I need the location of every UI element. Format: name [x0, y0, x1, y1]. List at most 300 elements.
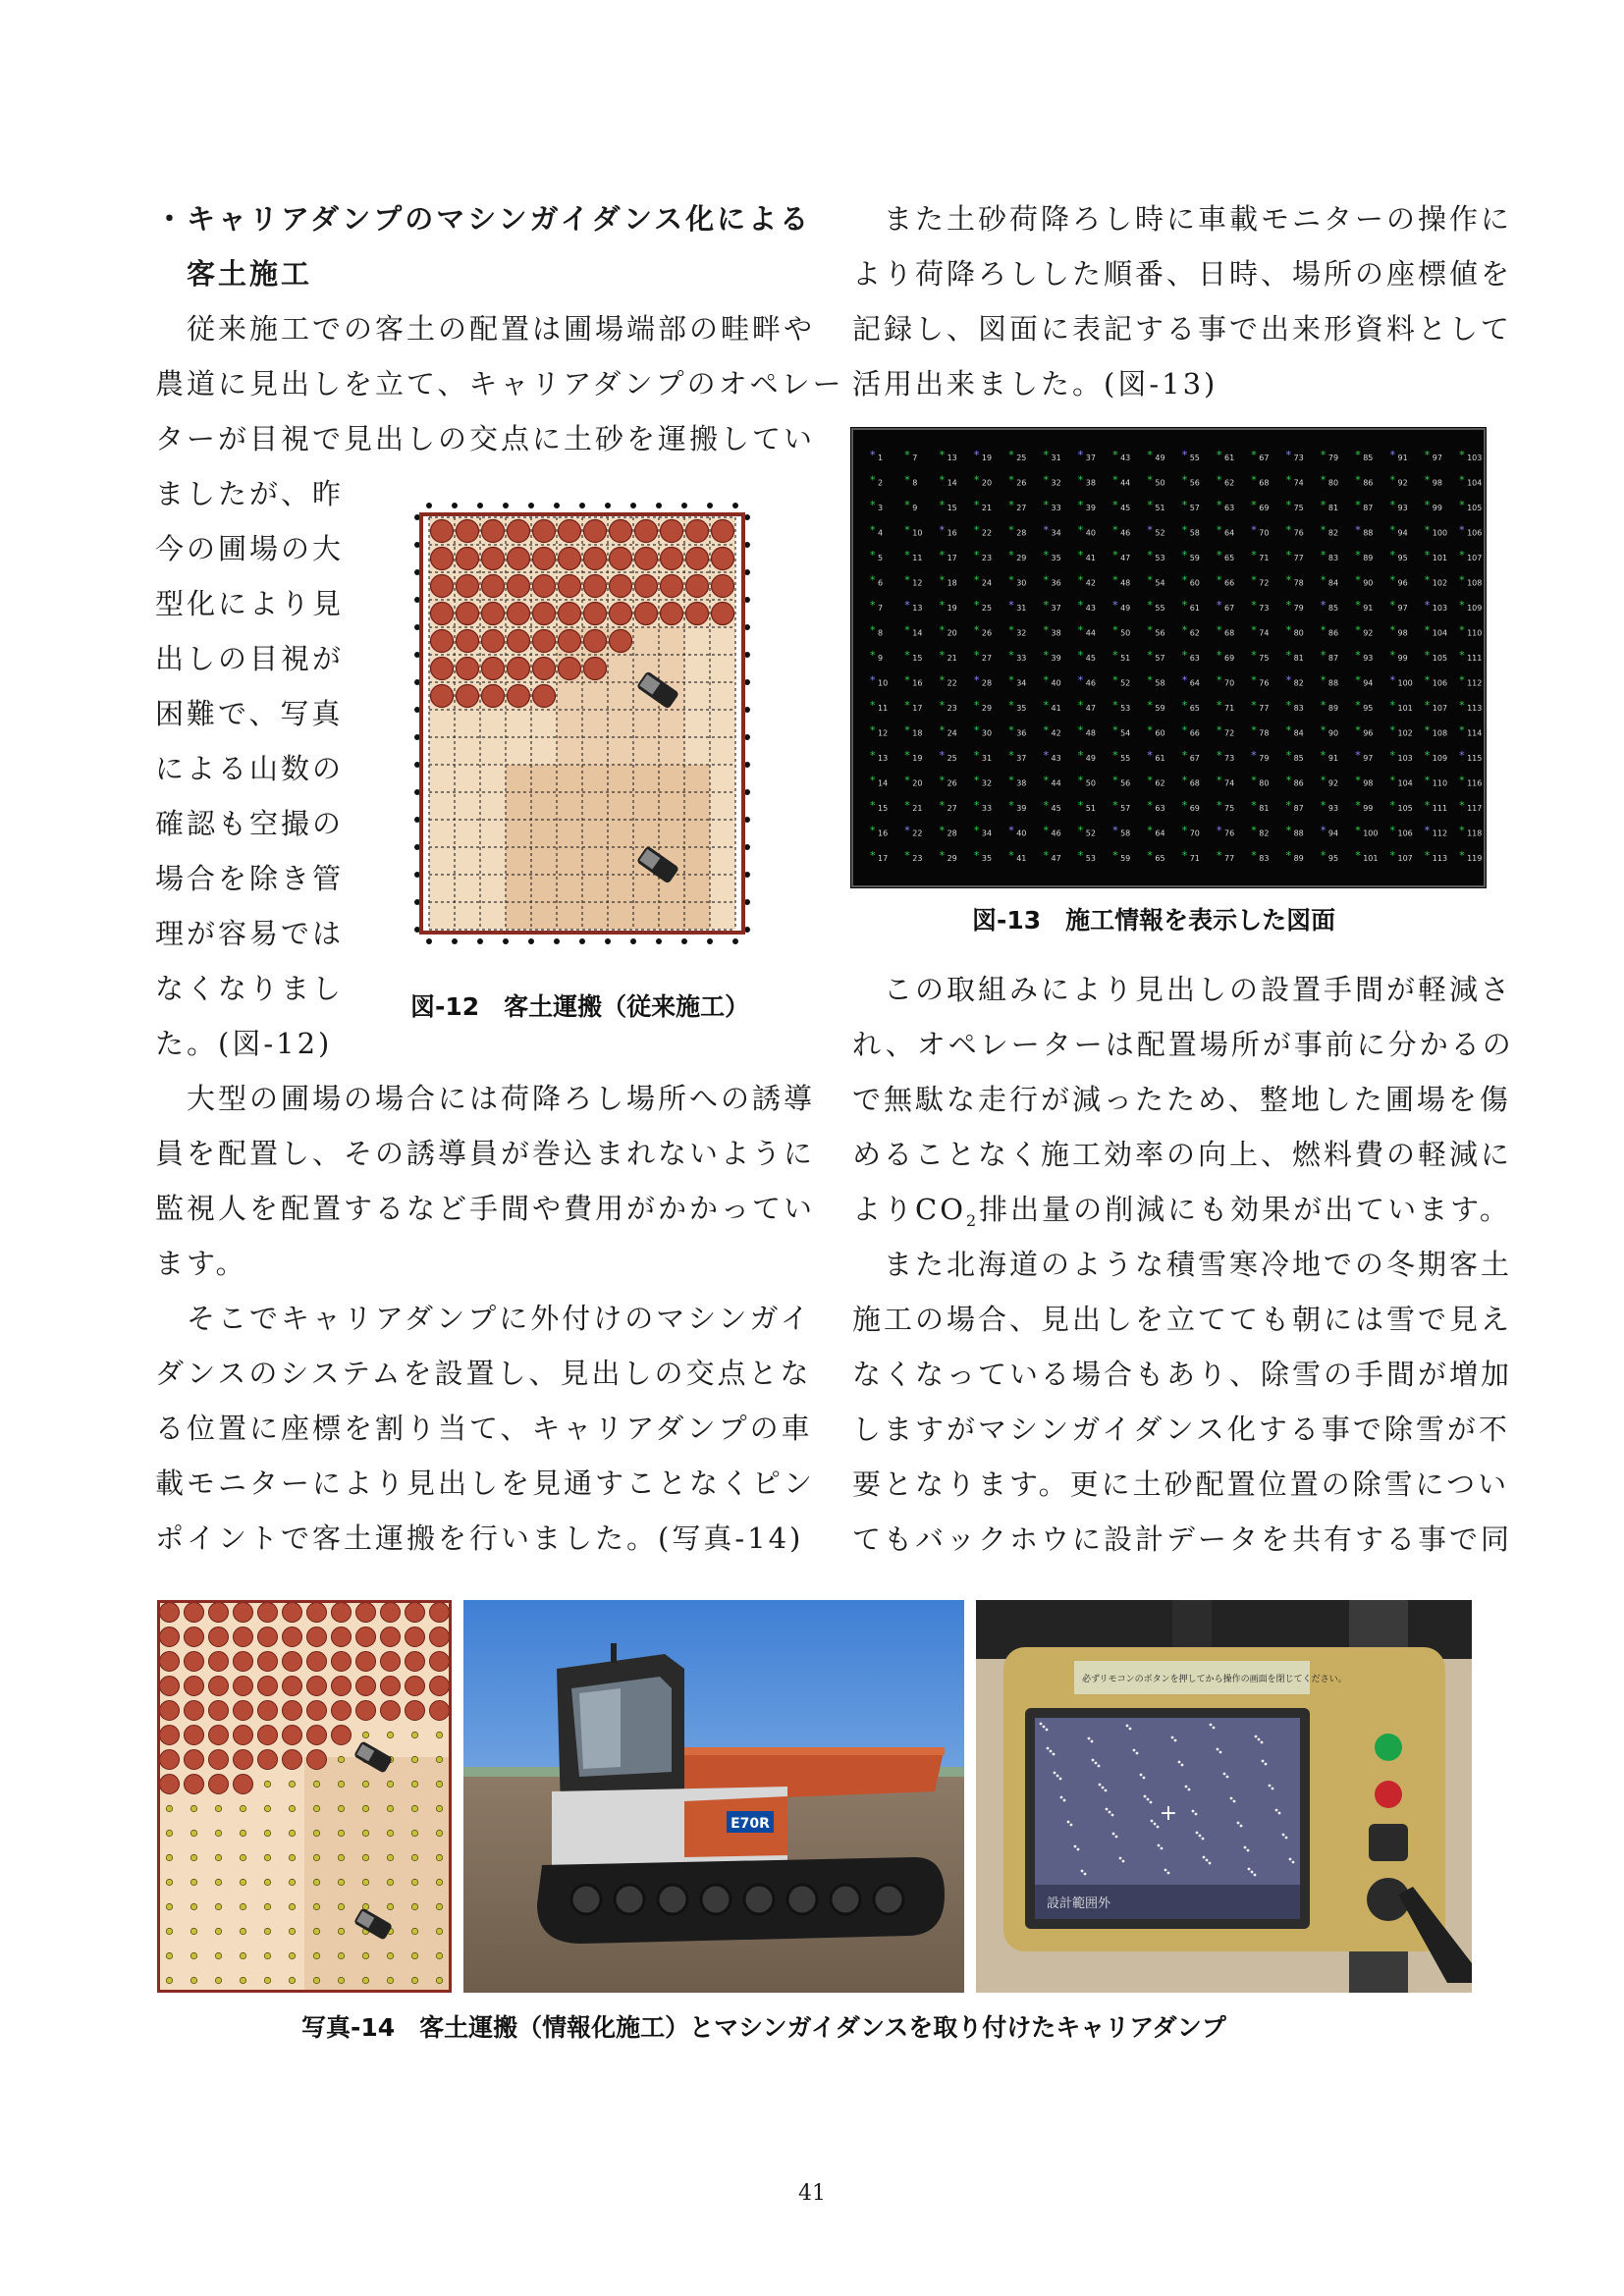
- placement-point-mark: *: [904, 749, 910, 762]
- target-point-icon: [215, 1805, 221, 1811]
- placement-point-mark: *: [1181, 649, 1188, 662]
- soil-mound-icon: [457, 658, 479, 680]
- placement-number-label: 82: [1293, 678, 1304, 688]
- placement-number-label: 81: [1327, 504, 1339, 512]
- placement-point-mark: *: [939, 774, 946, 787]
- placement-number-label: 17: [878, 854, 889, 863]
- placement-number-label: 19: [912, 754, 923, 763]
- placement-point-mark: *: [1320, 699, 1326, 712]
- placement-point-mark: *: [1217, 799, 1222, 812]
- placement-number-label: 69: [1189, 804, 1200, 813]
- soil-mound-icon: [661, 548, 683, 570]
- placement-point-mark: *: [1181, 449, 1188, 461]
- placement-point-mark: *: [1285, 699, 1292, 712]
- placement-point-mark: *: [1355, 623, 1361, 637]
- placement-point-mark: *: [1181, 673, 1188, 687]
- placement-number-label: 108: [1467, 578, 1483, 588]
- placement-number-label: 55: [1155, 604, 1165, 613]
- placement-point-mark: *: [1217, 673, 1222, 687]
- placement-point-mark: *: [1008, 749, 1014, 762]
- placement-number-label: 25: [947, 754, 957, 763]
- placement-number-label: 70: [1259, 528, 1270, 538]
- soil-mound-icon: [185, 1628, 204, 1647]
- placement-number-label: 71: [1189, 854, 1200, 863]
- soil-mound-icon: [307, 1603, 327, 1623]
- soil-mound-icon: [482, 520, 505, 543]
- target-point-icon: [190, 1805, 196, 1811]
- soil-mound-icon: [559, 520, 581, 543]
- paragraph-line: 員を配置し、その誘導員が巻込まれないように: [155, 1137, 816, 1170]
- placement-number-label: 80: [1293, 628, 1304, 638]
- placement-point-mark: *: [1459, 799, 1465, 812]
- placement-number-label: 68: [1259, 478, 1270, 488]
- placement-number-label: 17: [947, 554, 957, 562]
- placement-number-label: 107: [1397, 854, 1413, 863]
- target-point-icon: [436, 1756, 442, 1762]
- placement-point-mark: *: [1147, 723, 1153, 737]
- placement-number-label: 13: [912, 604, 923, 613]
- placement-number-label: 94: [1327, 828, 1339, 838]
- soil-mound-icon: [160, 1603, 180, 1623]
- placement-point-mark: *: [1181, 799, 1188, 812]
- paragraph-line: めることなく施工効率の向上、燃料費の軽減に: [852, 1138, 1513, 1171]
- placement-number-label: 109: [1467, 604, 1483, 613]
- paragraph-line: ターが目視で見出しの交点に土砂を運搬してい: [155, 422, 816, 455]
- placement-number-label: 79: [1293, 604, 1304, 613]
- placement-number-label: 31: [1016, 604, 1027, 613]
- placement-point-mark: *: [1355, 573, 1361, 587]
- placement-number-label: 103: [1432, 604, 1448, 613]
- paragraph-line: また北海道のような積雪寒冷地での冬期客土: [852, 1248, 1513, 1281]
- soil-mound-icon: [533, 575, 556, 598]
- placement-number-label: 14: [878, 778, 889, 788]
- placement-point-mark: *: [1077, 774, 1084, 787]
- placement-number-label: 34: [1051, 528, 1061, 538]
- placement-number-label: 21: [947, 654, 957, 663]
- target-point-icon: [387, 1903, 393, 1909]
- placement-point-mark: *: [1389, 849, 1395, 862]
- placement-number-label: 39: [1085, 504, 1096, 512]
- target-point-icon: [264, 1805, 270, 1811]
- placement-point-mark: *: [1424, 473, 1431, 487]
- placement-point-mark: *: [1320, 499, 1326, 511]
- placement-number-label: 21: [912, 804, 923, 813]
- placement-number-label: 53: [1155, 554, 1165, 562]
- placement-point-mark: *: [1285, 623, 1292, 637]
- soil-mound-icon: [482, 548, 505, 570]
- soil-mound-icon: [258, 1750, 278, 1770]
- soil-mound-icon: [209, 1701, 229, 1721]
- placement-point-mark: *: [939, 549, 946, 561]
- placement-number-label: 99: [1432, 504, 1442, 512]
- placement-point-mark: *: [1112, 699, 1118, 712]
- soil-mound-icon: [356, 1628, 376, 1647]
- placement-point-mark: *: [1217, 699, 1222, 712]
- soil-mound-icon: [185, 1750, 204, 1770]
- soil-mound-icon: [482, 630, 505, 653]
- soil-mound-icon: [381, 1628, 401, 1647]
- soil-mound-icon: [457, 603, 479, 625]
- target-point-icon: [240, 1879, 245, 1885]
- placement-point-mark: *: [1008, 473, 1014, 487]
- placement-point-mark: *: [1077, 673, 1084, 687]
- placement-point-mark: *: [1320, 774, 1326, 787]
- placement-number-label: 27: [1016, 504, 1027, 512]
- placement-number-label: 92: [1327, 778, 1339, 788]
- placement-number-label: 67: [1189, 754, 1200, 763]
- placement-point-mark: *: [1043, 623, 1049, 637]
- placement-point-mark: *: [1112, 523, 1118, 537]
- placement-number-label: 26: [981, 628, 993, 638]
- placement-number-label: 95: [1397, 554, 1408, 562]
- placement-point-mark: *: [939, 824, 946, 837]
- page-number: 41: [798, 2181, 826, 2206]
- placement-point-mark: *: [1147, 799, 1153, 812]
- target-point-icon: [411, 1977, 417, 1983]
- placement-number-label: 8: [912, 478, 918, 488]
- placement-number-label: 81: [1259, 804, 1270, 813]
- soil-mound-icon: [185, 1677, 204, 1696]
- placement-point-mark: *: [973, 449, 980, 461]
- placement-number-label: 31: [981, 754, 993, 763]
- placement-point-mark: *: [1320, 523, 1326, 537]
- placement-point-mark: *: [1181, 473, 1188, 487]
- target-point-icon: [190, 1830, 196, 1836]
- placement-point-mark: *: [870, 849, 876, 862]
- placement-point-mark: *: [1077, 824, 1084, 837]
- target-point-icon: [338, 1928, 344, 1934]
- placement-number-label: 93: [1363, 654, 1374, 663]
- soil-mound-icon: [508, 603, 530, 625]
- placement-point-mark: *: [904, 849, 910, 862]
- placement-point-mark: *: [1320, 473, 1326, 487]
- target-point-icon: [264, 1977, 270, 1983]
- placement-number-label: 100: [1397, 678, 1413, 688]
- placement-number-label: 23: [981, 554, 993, 562]
- placement-number-label: 63: [1189, 654, 1200, 663]
- figure-12-caption: 図-12 客土運搬（従来施工）: [410, 992, 750, 1021]
- placement-number-label: 34: [981, 828, 993, 838]
- placement-point-mark: *: [1043, 473, 1049, 487]
- placement-point-mark: *: [1424, 723, 1431, 737]
- placement-point-mark: *: [1217, 549, 1222, 561]
- placement-point-mark: *: [1285, 473, 1292, 487]
- placement-point-mark: *: [1285, 849, 1292, 862]
- placement-point-mark: *: [1147, 549, 1153, 561]
- soil-mound-icon: [533, 685, 556, 708]
- placement-point-mark: *: [1181, 849, 1188, 862]
- placement-point-mark: *: [1181, 623, 1188, 637]
- soil-mound-icon: [258, 1603, 278, 1623]
- soil-mound-icon: [457, 630, 479, 653]
- placement-number-label: 44: [1051, 778, 1061, 788]
- placement-number-label: 38: [1051, 628, 1061, 638]
- target-point-icon: [436, 1805, 442, 1811]
- placement-number-label: 59: [1189, 554, 1200, 562]
- soil-mound-icon: [584, 548, 607, 570]
- placement-point-mark: *: [1389, 499, 1395, 511]
- target-point-icon: [289, 1977, 295, 1983]
- placement-number-label: 63: [1224, 504, 1235, 512]
- target-point-icon: [313, 1830, 319, 1836]
- placement-point-mark: *: [1459, 749, 1465, 762]
- placement-point-mark: *: [1355, 499, 1361, 511]
- target-point-icon: [289, 1952, 295, 1958]
- soil-mound-icon: [160, 1775, 180, 1794]
- target-point-icon: [240, 1854, 245, 1860]
- placement-number-label: 62: [1189, 628, 1200, 638]
- right-column-lower: [852, 962, 1514, 1567]
- placement-point-mark: *: [1320, 599, 1326, 612]
- target-point-icon: [338, 1977, 344, 1983]
- placement-number-label: 46: [1085, 678, 1096, 688]
- placement-point-mark: *: [1043, 649, 1049, 662]
- placement-point-mark: *: [1320, 649, 1326, 662]
- placement-number-label: 77: [1259, 704, 1270, 713]
- target-point-icon: [436, 1977, 442, 1983]
- placement-number-label: 104: [1397, 778, 1413, 788]
- placement-number-label: 48: [1120, 578, 1131, 588]
- soil-mound-icon: [610, 520, 632, 543]
- placement-point-mark: *: [973, 599, 980, 612]
- soil-mound-icon: [209, 1726, 229, 1745]
- placement-number-label: 93: [1327, 804, 1339, 813]
- placement-number-label: 101: [1363, 854, 1379, 863]
- target-point-icon: [264, 1830, 270, 1836]
- placement-number-label: 98: [1397, 628, 1408, 638]
- placement-point-mark: *: [1459, 774, 1465, 787]
- placement-point-mark: *: [1424, 599, 1431, 612]
- placement-number-label: 59: [1155, 704, 1165, 713]
- soil-mound-icon: [635, 603, 658, 625]
- soil-mound-icon: [508, 658, 530, 680]
- placement-number-label: 20: [981, 478, 993, 488]
- placement-point-mark: *: [1459, 573, 1465, 587]
- placement-number-label: 67: [1224, 604, 1235, 613]
- placement-point-mark: *: [1147, 473, 1153, 487]
- target-point-icon: [264, 1854, 270, 1860]
- placement-point-mark: *: [1251, 749, 1257, 762]
- soil-mound-icon: [712, 548, 734, 570]
- target-point-icon: [264, 1903, 270, 1909]
- soil-mound-icon: [185, 1775, 204, 1794]
- target-point-icon: [264, 1952, 270, 1958]
- placement-number-label: 98: [1432, 478, 1442, 488]
- placement-number-label: 42: [1085, 578, 1096, 588]
- placement-number-label: 50: [1155, 478, 1165, 488]
- soil-mound-icon: [381, 1701, 401, 1721]
- target-point-icon: [436, 1854, 442, 1860]
- placement-point-mark: *: [939, 473, 946, 487]
- target-point-icon: [411, 1952, 417, 1958]
- placement-point-mark: *: [1285, 723, 1292, 737]
- soil-mound-icon: [185, 1603, 204, 1623]
- soil-mound-icon: [234, 1677, 253, 1696]
- placement-point-mark: *: [1251, 699, 1257, 712]
- placement-point-mark: *: [870, 673, 876, 687]
- placement-point-mark: *: [1251, 849, 1257, 862]
- placement-number-label: 48: [1085, 728, 1096, 738]
- photo-14-carrier-dump-truck: [463, 1600, 964, 1993]
- soil-mound-icon: [431, 658, 454, 680]
- placement-number-label: 107: [1467, 554, 1483, 562]
- target-point-icon: [240, 1977, 245, 1983]
- placement-point-mark: *: [1355, 599, 1361, 612]
- placement-number-label: 66: [1189, 728, 1200, 738]
- placement-number-label: 13: [947, 454, 957, 462]
- soil-mound-icon: [160, 1750, 180, 1770]
- soil-mound-icon: [635, 520, 658, 543]
- target-point-icon: [190, 1879, 196, 1885]
- svg-text:+: +: [1159, 1801, 1178, 1826]
- placement-number-label: 61: [1189, 604, 1200, 613]
- soil-mound-icon: [307, 1652, 327, 1672]
- placement-number-label: 41: [1051, 704, 1061, 713]
- placement-number-label: 111: [1432, 804, 1448, 813]
- target-point-icon: [264, 1928, 270, 1934]
- soil-mound-icon: [332, 1677, 352, 1696]
- paragraph-line: ポイントで客土運搬を行いました。(写真-14): [155, 1522, 804, 1555]
- placement-number-label: 65: [1224, 554, 1235, 562]
- paragraph-line: る位置に座標を割り当て、キャリアダンプの車: [155, 1412, 813, 1445]
- soil-mound-icon: [508, 685, 530, 708]
- placement-point-mark: *: [1217, 573, 1222, 587]
- soil-mound-icon: [234, 1775, 253, 1794]
- paragraph-line: また土砂荷降ろし時に車載モニターの操作に: [852, 202, 1513, 236]
- placement-number-label: 113: [1467, 704, 1483, 713]
- placement-number-label: 113: [1432, 854, 1448, 863]
- placement-point-mark: *: [1147, 749, 1153, 762]
- soil-mound-icon: [430, 1701, 450, 1721]
- placement-number-label: 76: [1259, 678, 1270, 688]
- placement-point-mark: *: [1355, 824, 1361, 837]
- target-point-icon: [240, 1903, 245, 1909]
- placement-number-label: 68: [1224, 628, 1235, 638]
- placement-number-label: 76: [1224, 828, 1235, 838]
- target-point-icon: [190, 1928, 196, 1934]
- placement-point-mark: *: [1008, 699, 1014, 712]
- placement-point-mark: *: [973, 649, 980, 662]
- soil-mound-icon: [234, 1603, 253, 1623]
- target-point-icon: [411, 1805, 417, 1811]
- target-point-icon: [411, 1756, 417, 1762]
- soil-mound-icon: [584, 603, 607, 625]
- placement-point-mark: *: [1424, 523, 1431, 537]
- paragraph-line: 記録し、図面に表記する事で出来形資料として: [852, 312, 1513, 346]
- target-point-icon: [387, 1732, 393, 1737]
- placement-number-label: 111: [1467, 654, 1483, 663]
- soil-mound-icon: [430, 1628, 450, 1647]
- placement-point-mark: *: [1355, 774, 1361, 787]
- placement-number-label: 43: [1120, 454, 1131, 462]
- soil-mound-icon: [661, 603, 683, 625]
- placement-point-mark: *: [1320, 723, 1326, 737]
- placement-number-label: 41: [1085, 554, 1096, 562]
- placement-point-mark: *: [1043, 799, 1049, 812]
- placement-point-mark: *: [1424, 573, 1431, 587]
- placement-number-label: 9: [912, 504, 918, 512]
- placement-number-label: 36: [1051, 578, 1061, 588]
- target-point-icon: [215, 1854, 221, 1860]
- placement-number-label: 73: [1259, 604, 1270, 613]
- soil-mound-icon: [356, 1677, 376, 1696]
- placement-point-mark: *: [1320, 824, 1326, 837]
- placement-number-label: 69: [1224, 654, 1235, 663]
- placement-number-label: 97: [1397, 604, 1408, 613]
- placement-point-mark: *: [1077, 523, 1084, 537]
- soil-mound-icon: [332, 1701, 352, 1721]
- soil-mound-icon: [584, 658, 607, 680]
- placement-point-mark: *: [1147, 523, 1153, 537]
- placement-point-mark: *: [1008, 824, 1014, 837]
- soil-mound-icon: [533, 658, 556, 680]
- target-point-icon: [215, 1952, 221, 1958]
- placement-point-mark: *: [1077, 623, 1084, 637]
- placement-number-label: 83: [1259, 854, 1270, 863]
- target-point-icon: [338, 1805, 344, 1811]
- placement-number-label: 37: [1085, 454, 1096, 462]
- placement-number-label: 26: [947, 778, 957, 788]
- soil-mound-icon: [234, 1652, 253, 1672]
- placement-number-label: 19: [981, 454, 993, 462]
- placement-point-mark: *: [1147, 849, 1153, 862]
- target-point-icon: [411, 1854, 417, 1860]
- placement-point-mark: *: [1251, 723, 1257, 737]
- placement-point-mark: *: [904, 723, 910, 737]
- placement-point-mark: *: [1251, 599, 1257, 612]
- target-point-icon: [436, 1928, 442, 1934]
- right-column: [852, 191, 1512, 411]
- monitor-warning-label: 必ずリモコンのボタンを押してから操作の画面を閉じてください。: [1082, 1675, 1347, 1684]
- placement-point-mark: *: [1320, 673, 1326, 687]
- placement-point-mark: *: [1389, 599, 1395, 612]
- placement-point-mark: *: [973, 473, 980, 487]
- soil-mound-icon: [610, 603, 632, 625]
- placement-number-label: 32: [1016, 628, 1027, 638]
- soil-mound-icon: [686, 548, 709, 570]
- placement-point-mark: *: [939, 649, 946, 662]
- placement-number-label: 10: [912, 528, 923, 538]
- target-point-icon: [387, 1781, 393, 1787]
- placement-point-mark: *: [1147, 573, 1153, 587]
- section-heading-cont: 客土施工: [155, 257, 313, 291]
- soil-mound-icon: [559, 630, 581, 653]
- placement-number-label: 100: [1432, 528, 1448, 538]
- placement-number-label: 89: [1293, 854, 1304, 863]
- soil-mound-icon: [686, 603, 709, 625]
- paragraph-line: 農道に見出しを立て、キャリアダンプのオペレー: [155, 367, 844, 400]
- placement-number-label: 73: [1224, 754, 1235, 763]
- placement-point-mark: *: [1217, 849, 1222, 862]
- placement-number-label: 58: [1120, 828, 1131, 838]
- placement-number-label: 106: [1397, 828, 1413, 838]
- placement-number-label: 94: [1397, 528, 1408, 538]
- placement-number-label: 86: [1327, 628, 1339, 638]
- soil-mound-icon: [234, 1726, 253, 1745]
- placement-point-mark: *: [1217, 649, 1222, 662]
- placement-number-label: 25: [1016, 454, 1027, 462]
- placement-number-label: 55: [1189, 454, 1200, 462]
- placement-number-label: 10: [878, 678, 889, 688]
- target-point-icon: [387, 1977, 393, 1983]
- placement-number-label: 101: [1397, 704, 1413, 713]
- placement-point-mark: *: [904, 623, 910, 637]
- target-point-icon: [338, 1879, 344, 1885]
- placement-point-mark: *: [1389, 723, 1395, 737]
- soil-mound-icon: [406, 1628, 425, 1647]
- placement-number-label: 90: [1327, 728, 1339, 738]
- target-point-icon: [264, 1781, 270, 1787]
